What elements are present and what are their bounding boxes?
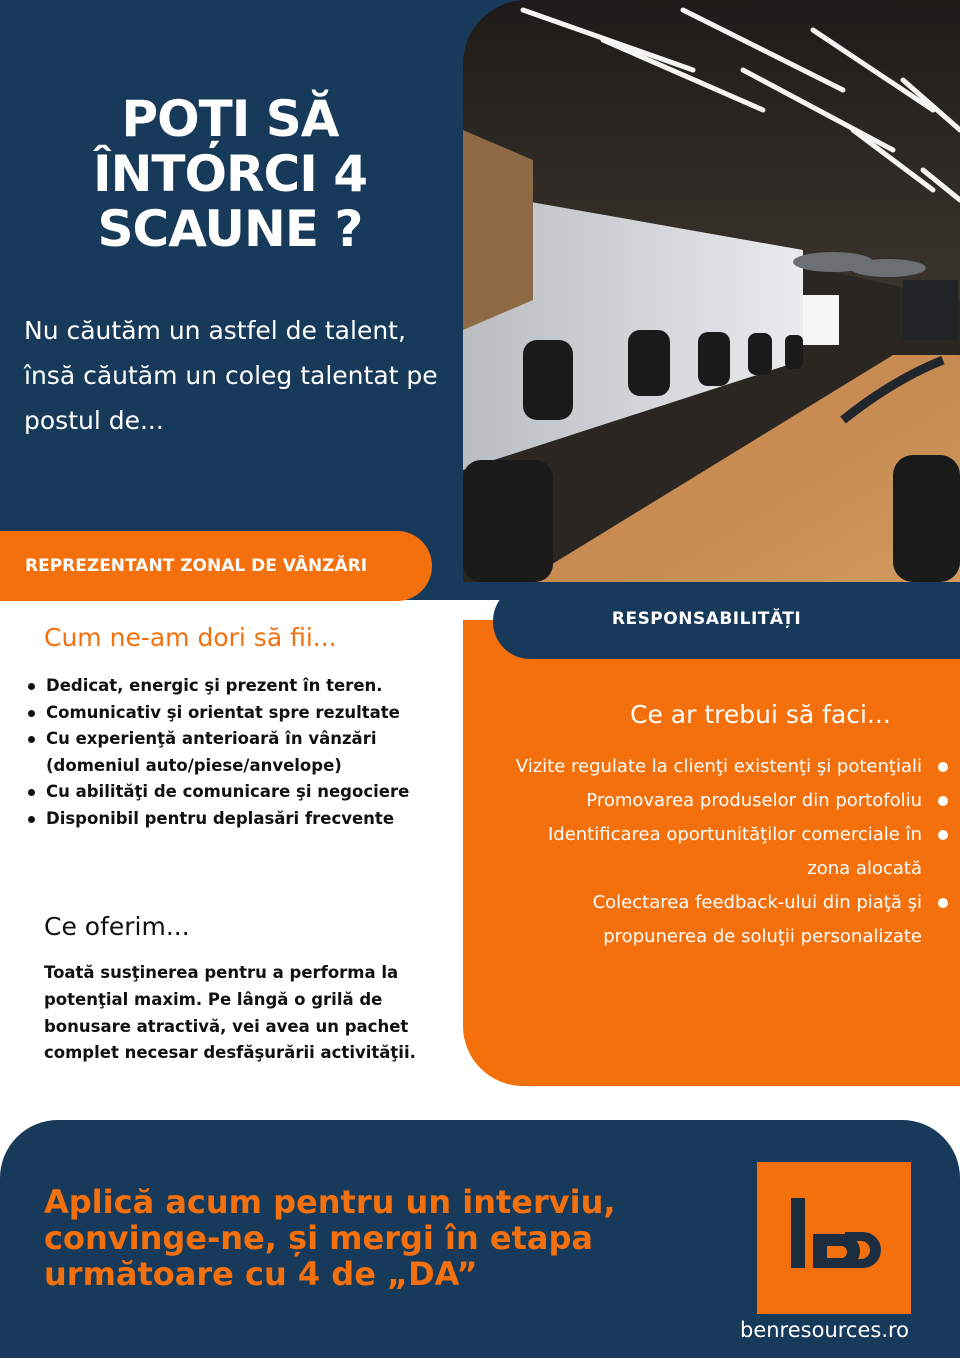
b-logo-icon (757, 1162, 911, 1314)
list-item-text: Promovarea produselor din portofoliu (586, 790, 922, 811)
role-title-badge: REPREZENTANT ZONAL DE VÂNZĂRI (0, 531, 432, 601)
headline-line-2: ÎNTORCI 4 (92, 145, 368, 203)
todo-heading: Ce ar trebui să faci... (630, 700, 891, 729)
list-item (28, 806, 458, 833)
list-item (470, 750, 952, 784)
wish-heading: Cum ne-am dori să fii... (44, 623, 337, 652)
wish-list (28, 673, 458, 832)
list-item (28, 700, 458, 727)
list-item (28, 673, 458, 700)
bullet-icon (938, 762, 948, 772)
responsibilities-badge: RESPONSABILITĂȚI (493, 584, 960, 659)
bullet-icon (28, 710, 35, 717)
bullet-icon (938, 830, 948, 840)
list-item-text: Disponibil pentru deplasări frecvente (46, 808, 395, 828)
intro-text: Nu căutăm un astfel de talent, însă căutăm un coleg talentat pe postul de... (24, 316, 438, 435)
headline-line-3: SCAUNE ? (97, 200, 363, 258)
list-item (470, 886, 952, 954)
call-to-action: Aplică acum pentru un interviu, convinge-ne, și mergi în etapa următoare cu 4 de „DA” (44, 1183, 616, 1293)
headline (40, 92, 420, 257)
conference-room-photo (463, 0, 960, 582)
list-item (470, 784, 952, 818)
list-item-text: Identificarea oportunităţilor comerciale în zona alocată (547, 824, 922, 879)
list-item-text: Colectarea feedback-ului din piaţă şi propunerea de soluţii personalizate (592, 892, 922, 947)
list-item (28, 726, 458, 779)
website-url: benresources.ro (740, 1318, 910, 1342)
bullet-icon (28, 789, 35, 796)
offer-text: Toată susţinerea pentru a performa la potenţial maxim. Pe lângă o grilă de bonusare atractivă, vei avea un pachet complet necesar desfăşurării activităţii. (44, 963, 416, 1063)
list-item-text: Comunicativ şi orientat spre rezultate (46, 702, 400, 722)
bullet-icon (28, 683, 35, 690)
bullet-icon (938, 796, 948, 806)
list-item-text: Cu experienţă anterioară în vânzări (46, 729, 377, 748)
list-item-text: Cu abilităţi de comunicare şi negociere (46, 782, 410, 801)
list-item-note: (domeniul auto/piese/anvelope) (46, 755, 342, 775)
bullet-icon (28, 816, 35, 823)
offer-heading: Ce oferim... (44, 912, 190, 941)
bullet-icon (28, 736, 35, 743)
list-item-text: Vizite regulate la clienţi existenţi şi potenţiali (515, 756, 922, 777)
bullet-icon (938, 898, 948, 908)
list-item (28, 779, 458, 806)
list-item (470, 818, 952, 886)
todo-list (470, 750, 952, 954)
list-item-text: Dedicat, energic şi prezent în teren. (46, 676, 383, 695)
headline-line-1: POȚI SĂ (121, 90, 339, 148)
